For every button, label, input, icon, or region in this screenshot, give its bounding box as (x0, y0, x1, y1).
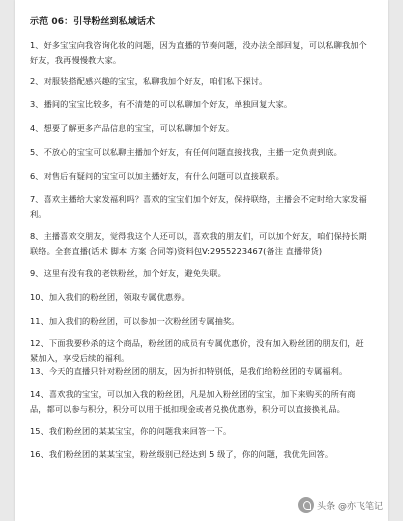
toutiao-logo-icon (298, 497, 314, 513)
list-item: 10、加入我们的粉丝团，领取专属优惠券。 (30, 292, 190, 302)
list-item: 2、对服装搭配感兴趣的宝宝，私聊我加个好友，咱们私下探讨。 (30, 76, 268, 86)
list-item: 11、加入我们的粉丝团，可以参加一次粉丝团专属抽奖。 (30, 316, 240, 326)
watermark-text: 头条 @亦飞笔记 (317, 501, 383, 512)
list-item: 7、喜欢主播给大家发福利吗？喜欢的宝宝们加个好友，保持联络，主播会不定时给大家发福利。 (30, 194, 367, 219)
list-item: 9、这里有没有我的老铁粉丝，加个好友，避免失联。 (30, 268, 226, 278)
list-item: 15、我们粉丝团的某某宝宝，你的问题我来回答一下。 (30, 426, 232, 436)
page-title: 示范 06：引导粉丝到私域话术 (30, 17, 156, 27)
watermark (298, 497, 383, 513)
list-item: 16、我们粉丝团的某某宝宝，粉丝级别已经达到 5 级了，你的问题，我优先回答。 (30, 449, 334, 459)
list-item: 5、不放心的宝宝可以私聊主播加个好友，有任何问题直接找我，主播一定负责到底。 (30, 147, 342, 157)
list-item: 1、好多宝宝向我咨询化妆的问题，因为直播的节奏问题，没办法全部回复，可以私聊我加个好友，我再慢慢教大家。 (30, 40, 367, 65)
list-item: 13、今天的直播只针对粉丝团的朋友，因为折扣特别低，是我们给粉丝团的专属福利。 (30, 366, 348, 376)
list-item: 14、喜欢我的宝宝，可以加入我的粉丝团，凡是加入粉丝团的宝宝，加下来购买的所有商品，都可以参与积分，积分可以用于抵扣现金或者兑换优惠券，积分可以直接换礼品。 (30, 389, 356, 414)
list-item: 8、主播喜欢交朋友，觉得我这个人还可以，喜欢我的朋友们，可以加个好友，咱们保持长期联络。全套直播(话术 脚本 方案 合同等)资料包V:2955223467(备注 直播带货) (30, 231, 367, 256)
list-item: 12、下面我要秒杀的这个商品，粉丝团的成员有专属优惠价，没有加入粉丝团的朋友们，赶紧加入，享受后续的福利。 (30, 338, 364, 363)
list-item: 4、想要了解更多产品信息的宝宝，可以私聊加个好友。 (30, 123, 235, 133)
list-item: 6、对售后有疑问的宝宝可以加主播好友，有什么问题可以直接联系。 (30, 171, 284, 181)
list-item: 3、播间的宝宝比较多，有不清楚的可以私聊加个好友，单独回复大家。 (30, 99, 293, 109)
